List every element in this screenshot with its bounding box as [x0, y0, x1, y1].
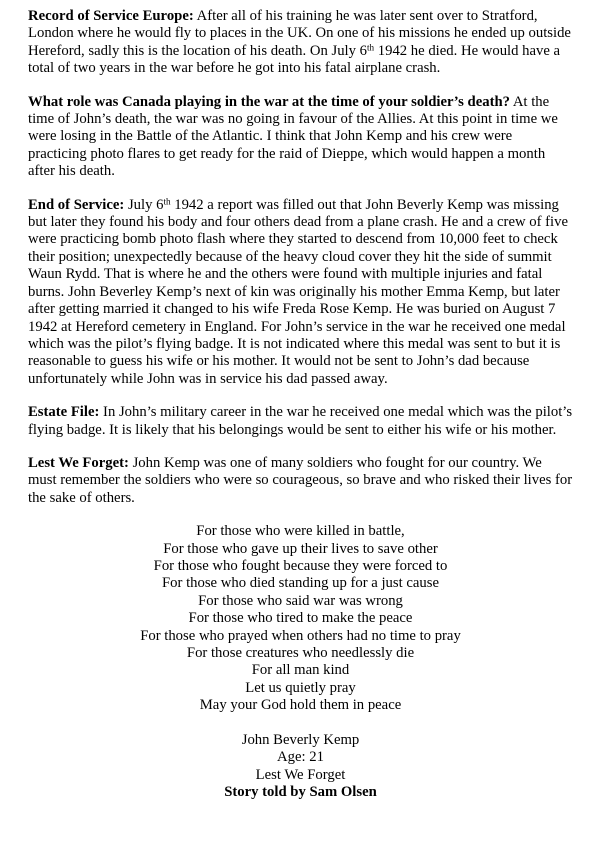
- soldier-age: Age: 21: [277, 749, 324, 766]
- section-heading: Estate File:: [28, 404, 100, 421]
- memorial-poem: [28, 523, 573, 714]
- poem-line: For those who tired to make the peace: [188, 610, 413, 627]
- section-heading: What role was Canada playing in the war at the time of your soldier’s death?: [28, 93, 510, 110]
- section-text-part-1: July 6: [124, 196, 164, 213]
- poem-line: For those who prayed when others had no time to pray: [140, 627, 461, 644]
- poem-line: For those who said war was wrong: [198, 592, 403, 609]
- section-heading: Lest We Forget:: [28, 454, 129, 471]
- ordinal-suffix: th: [366, 42, 375, 53]
- section-estate-file: [28, 404, 573, 439]
- section-heading: End of Service:: [28, 196, 125, 213]
- poem-line: For those who fought because they were forced to: [153, 557, 448, 574]
- memorial-motto: Lest We Forget: [255, 766, 346, 783]
- poem-line: For those who died standing up for a just cause: [162, 575, 439, 592]
- poem-line: For those who were killed in battle,: [196, 523, 405, 540]
- signature-block: [28, 732, 573, 802]
- section-text: In John’s military career in the war he received one medal which was the pilot’s flying badge. It is likely that his belongings would be sent to either his wife or his mother.: [28, 404, 573, 438]
- section-text-part-2: 1942 a report was filled out that John Beverly Kemp was missing but later they found his body and four others dead from a plane crash. He and a crew of five were practicing bomb photo flash where they started to descend from 10,000 feet to check their position; unexpectedly because of the heavy cloud cover they hit the side of summit Waun Rydd. That is where he and the others were found with multiple injuries and fatal burns. John Beverley Kemp’s next of kin was originally his mother Emma Kemp, but later after getting married it changed to his wife Freda Rose Kemp. He was buried on August 7 1942 at Hereford cemetery in England. For John’s service in the war he received one medal which was the pilot’s flying badge. It is not indicated where this medal was sent to but it is reasonable to guess his wife or his mother. It would not be sent to John’s dad because unfortunately while John was in service his dad passed away.: [28, 196, 568, 387]
- soldier-name: John Beverly Kemp: [241, 732, 360, 749]
- section-canada-role-question: [28, 94, 573, 181]
- poem-line: For those who gave up their lives to save other: [163, 540, 438, 557]
- poem-line: May your God hold them in peace: [199, 697, 402, 714]
- document-body: [28, 8, 573, 802]
- poem-line: Let us quietly pray: [245, 679, 356, 696]
- section-text: John Kemp was one of many soldiers who fought for our country. We must remember the soldiers who were so courageous, so brave and who risked their lives for the sake of others.: [28, 454, 573, 506]
- poem-line: For all man kind: [251, 662, 350, 679]
- story-attribution: Story told by Sam Olsen: [224, 784, 377, 801]
- section-lest-we-forget: [28, 455, 573, 507]
- section-heading: Record of Service Europe:: [28, 8, 194, 24]
- section-text: At the time of John’s death, the war was no going in favour of the Allies. At this point in time we were losing in the Battle of the Atlantic. I think that John Kemp and his crew were practicing photo flares to get ready for the raid of Dieppe, which would happen a month after his death.: [28, 93, 558, 180]
- ordinal-suffix: th: [163, 195, 171, 206]
- poem-line: For those creatures who needlessly die: [186, 645, 415, 661]
- section-record-of-service-europe: [28, 8, 573, 78]
- section-end-of-service: [28, 197, 573, 388]
- section-text-part-2: 1942 he died. He would have a total of two years in the war before he got into his fatal airplane crash.: [28, 42, 561, 77]
- section-text-part-1: After all of his training he was later sent over to Stratford, London where he would fly to places in the UK. On one of his missions he ended up outside Hereford, sadly this is the location of his death. On July 6: [28, 8, 571, 59]
- poem-signature-spacer: [28, 715, 573, 732]
